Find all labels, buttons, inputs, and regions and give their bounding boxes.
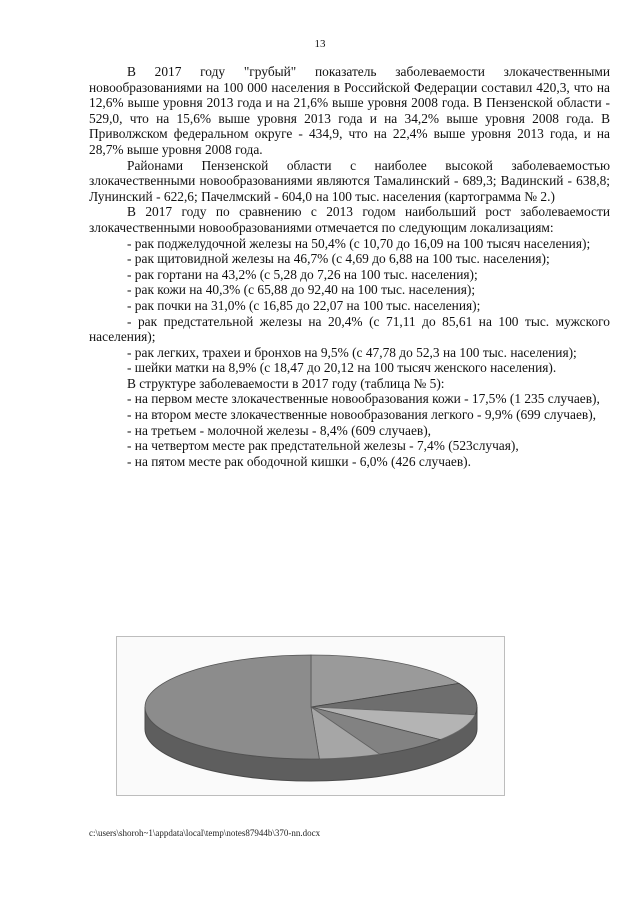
- page-number: 13: [314, 38, 326, 50]
- list-item-growth: - рак легких, трахеи и бронхов на 9,5% (с 47,78 до 52,3 на 100 тыс. населения);: [127, 344, 577, 360]
- paragraph-structure-intro: В структуре заболеваемости в 2017 году (таблица № 5):: [127, 375, 445, 391]
- list-item-growth: - рак кожи на 40,3% (с 65,88 до 92,40 на 100 тыс. населения);: [127, 282, 476, 298]
- paragraph-incidence-rates: В 2017 году "грубый" показатель заболеваемости злокачественными новообразованиями на 100 000 населения в Российской Федерации составил 420,3, что на 12,6% выше уровня 2013 года и на 21,6% выше уровня 2008 года. В Пензенской области - 529,0, что на 15,6% выше уровня 2013 года и на 34,2% выше уровня 2008 года. В Приволжском федеральном округе - 434,9, что на 22,4% выше уровня 2013 года, и на 28,7% выше уровня 2008 года.: [89, 64, 610, 157]
- pie-chart: [117, 637, 504, 795]
- list-item-growth: - рак щитовидной железы на 46,7% (с 4,69 до 6,88 на 100 тыс. населения);: [127, 251, 550, 267]
- list-item-growth: - рак гортани на 43,2% (с 5,28 до 7,26 на 100 тыс. населения);: [127, 266, 478, 282]
- paragraph-growth-intro: В 2017 году по сравнению с 2013 годом наибольший рост заболеваемости злокачественными новообразованиями отмечается по следующим локализациям:: [89, 204, 610, 235]
- pie-chart-frame: [116, 636, 505, 796]
- list-item-structure: - на пятом месте рак ободочной кишки - 6,0% (426 случаев).: [127, 453, 471, 469]
- list-item-growth: - шейки матки на 8,9% (с 18,47 до 20,12 на 100 тысяч женского населения).: [127, 360, 557, 376]
- list-item-structure: - на втором месте злокачественные новообразования легкого - 9,9% (699 случаев),: [127, 407, 597, 423]
- list-item-structure: - на четвертом месте рак предстательной железы - 7,4% (523случая),: [127, 438, 519, 454]
- document-body: [89, 64, 610, 469]
- list-item-growth: - рак почки на 31,0% (с 16,85 до 22,07 на 100 тыс. населения);: [127, 297, 481, 313]
- list-item-growth: - рак предстательной железы на 20,4% (с 71,11 до 85,61 на 100 тыс. мужского населения);: [89, 313, 610, 345]
- list-item-growth: - рак поджелудочной железы на 50,4% (с 10,70 до 16,09 на 100 тысяч населения);: [127, 235, 591, 251]
- paragraph-districts: Районами Пензенской области с наиболее высокой заболеваемостью злокачественными новообразованиями являются Тамалинский - 689,3; Вадинский - 638,8; Лунинский - 622,6; Пачелмский - 604,0 на 100 тыс. населения (картограмма № 2.): [89, 157, 610, 204]
- list-item-structure: - на третьем - молочной железы - 8,4% (609 случаев),: [127, 422, 432, 438]
- list-item-structure: - на первом месте злокачественные новообразования кожи - 17,5% (1 235 случаев),: [127, 391, 600, 407]
- footer-file-path: c:\users\shoroh~1\appdata\local\temp\notes87944b\370-nn.docx: [89, 828, 321, 838]
